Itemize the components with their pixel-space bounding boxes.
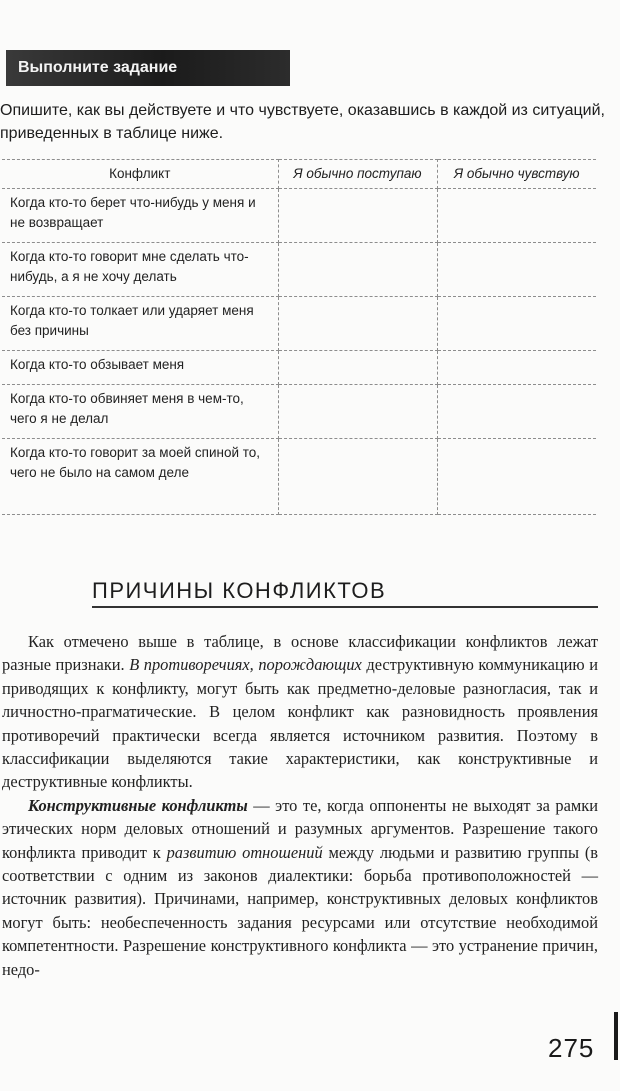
conflict-situation: Когда кто-то обзывает меня [2,351,278,385]
table-header-row [2,160,596,189]
action-cell [278,297,437,351]
action-cell [278,189,437,243]
header-usually-act: Я обычно поступаю [278,160,437,189]
table-row [2,243,596,297]
conflict-situation: Когда кто-то говорит за моей спиной то, чего не было на самом деле [2,439,278,515]
section-title: ПРИЧИНЫ КОНФЛИКТОВ [92,576,598,608]
header-conflict: Конфликт [2,160,278,189]
table-row [2,189,596,243]
page-number: 275 [548,1033,595,1063]
feeling-cell [437,243,596,297]
emphasis-text: развитию отношений [166,842,323,862]
feeling-cell [437,297,596,351]
feeling-cell [437,439,596,515]
table-row [2,351,596,385]
section-body [2,630,598,981]
header-usually-feel: Я обычно чувствую [437,160,596,189]
exercise-banner: Выполните задание [6,50,290,86]
conflict-situation: Когда кто-то берет что-нибудь у меня и не возвращает [2,189,278,243]
conflict-situation: Когда кто-то говорит мне сделать что-нибудь, а я не хочу делать [2,243,278,297]
conflict-situation: Когда кто-то толкает или ударяет меня без причины [2,297,278,351]
term-constructive-conflicts: Конструктивные конфликты [28,795,248,815]
action-cell [278,439,437,515]
action-cell [278,243,437,297]
table-row [2,439,596,515]
margin-bar [614,1012,618,1060]
table-row [2,385,596,439]
feeling-cell [437,351,596,385]
emphasis-text: В противоречиях, порождающих [129,655,362,675]
exercise-instructions: Опишите, как вы действуете и что чувствуете, оказавшись в каждой из ситуаций, приведенных в таблице ниже. [0,102,605,142]
conflict-situation: Когда кто-то обвиняет меня в чем-то, чего я не делал [2,385,278,439]
paragraph-2: Конструктивные конфликты — это те, когда оппоненты не выходят за рамки этических норм деловых отношений и разумных аргументов. Разрешение такого конфликта приводит к развитию отношений между людьми и развитию группы (в соответствии с одним из законов диалектики: борьба противоположностей — источник развития). Причинами, например, конструктивных деловых конфликтов могут быть: необеспеченность задания ресурсами или отсутствие необходимой компетентности. Разрешение конструктивного конфликта — это устранение причин, недо- [2,795,599,979]
action-cell [278,385,437,439]
conflict-table [2,159,596,515]
feeling-cell [437,189,596,243]
feeling-cell [437,385,596,439]
paragraph-1: Как отмечено выше в таблице, в основе классификации конфликтов лежат разные признаки. В противоречиях, порождающих деструктивную коммуникацию и приводящих к конфликту, могут быть как предметно-деловые разногласия, так и личностно-прагматические. В целом конфликт как разновидность проявления противоречий практически всегда является источником развития. Поэтому в классификации выделяются такие характеристики, как конструктивные и деструктивные конфликты. [2,632,599,792]
table-row [2,297,596,351]
action-cell [278,351,437,385]
